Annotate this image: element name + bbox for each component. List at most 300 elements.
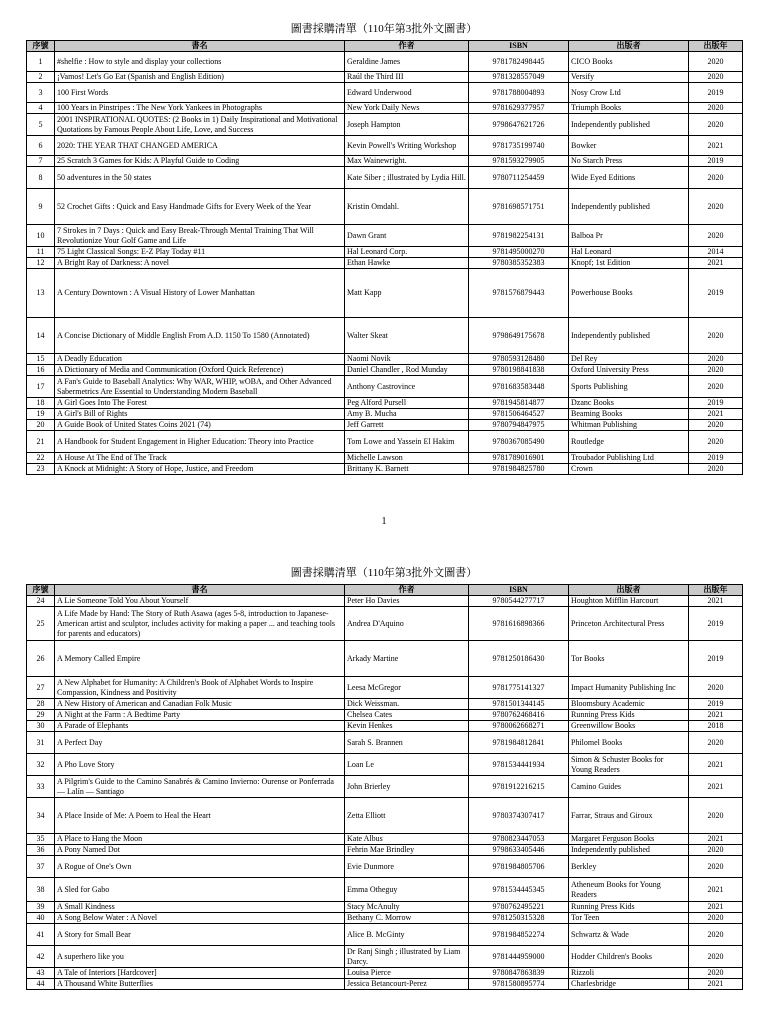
row-seq: 12	[27, 258, 55, 269]
row-title: A Handbook for Student Engagement in Higher Education: Theory into Practice	[55, 431, 345, 453]
row-isbn: 9798649175678	[469, 318, 569, 354]
row-isbn: 9781735199740	[469, 136, 569, 156]
row-isbn: 9798633405446	[469, 845, 569, 856]
row-publisher: Simon & Schuster Books for Young Readers	[569, 754, 689, 776]
row-seq: 33	[27, 776, 55, 798]
row-author: Anthony Castrovince	[345, 376, 469, 398]
row-publisher: Houghton Mifflin Harcourt	[569, 596, 689, 607]
row-author: Edward Underwood	[345, 83, 469, 103]
row-isbn: 9781506464527	[469, 409, 569, 420]
row-author: Dawn Grant	[345, 225, 469, 247]
row-isbn: 9780385352383	[469, 258, 569, 269]
row-seq: 43	[27, 968, 55, 979]
row-isbn: 9781534441934	[469, 754, 569, 776]
row-seq: 11	[27, 247, 55, 258]
row-title: A Pilgrim's Guide to the Camino Sanabrés & Camino Invierno: Ourense or Ponferrada — Lalín — Santiago	[55, 776, 345, 798]
row-isbn: 9780823447053	[469, 834, 569, 845]
row-author: Jessica Betancourt-Perez	[345, 979, 469, 990]
table-row	[27, 464, 743, 475]
row-isbn: 9781788004893	[469, 83, 569, 103]
row-isbn: 9781698571751	[469, 189, 569, 225]
row-author: Peter Ho Davies	[345, 596, 469, 607]
row-title: A Concise Dictionary of Middle English From A.D. 1150 To 1580 (Annotated)	[55, 318, 345, 354]
row-isbn: 9781495000270	[469, 247, 569, 258]
row-year: 2020	[689, 946, 743, 968]
row-title: A Thousand White Butterflies	[55, 979, 345, 990]
row-publisher: Margaret Ferguson Books	[569, 834, 689, 845]
row-seq: 39	[27, 902, 55, 913]
row-publisher: Greenwillow Books	[569, 721, 689, 732]
row-isbn: 9781775141327	[469, 677, 569, 699]
row-title: 75 Light Classical Songs: E-Z Play Today #11	[55, 247, 345, 258]
row-seq: 44	[27, 979, 55, 990]
row-publisher: Nosy Crow Ltd	[569, 83, 689, 103]
row-isbn: 9781945814877	[469, 398, 569, 409]
row-year: 2021	[689, 409, 743, 420]
row-year: 2020	[689, 376, 743, 398]
row-title: A Century Downtown : A Visual History of Lower Manhattan	[55, 269, 345, 318]
row-isbn: 9780062668271	[469, 721, 569, 732]
row-publisher: Independently published	[569, 189, 689, 225]
row-publisher: Triumph Books	[569, 103, 689, 114]
table-body	[27, 596, 743, 990]
row-publisher: Oxford University Press	[569, 365, 689, 376]
row-publisher: Rizzoli	[569, 968, 689, 979]
row-year: 2020	[689, 464, 743, 475]
row-author: Alice B. McGinty	[345, 924, 469, 946]
row-seq: 37	[27, 856, 55, 878]
row-author: Evie Dunmore	[345, 856, 469, 878]
row-isbn: 9781789016901	[469, 453, 569, 464]
row-publisher: Schwartz & Wade	[569, 924, 689, 946]
row-isbn: 9781984805706	[469, 856, 569, 878]
row-seq: 26	[27, 641, 55, 677]
row-seq: 22	[27, 453, 55, 464]
row-title: ¡Vamos! Let's Go Eat (Spanish and English Edition)	[55, 72, 345, 83]
row-seq: 10	[27, 225, 55, 247]
table-row	[27, 156, 743, 167]
row-isbn: 9781629377957	[469, 103, 569, 114]
row-title: A Tale of Interiors [Hardcover]	[55, 968, 345, 979]
row-year: 2014	[689, 247, 743, 258]
row-publisher: Philomel Books	[569, 732, 689, 754]
row-title: A Memory Called Empire	[55, 641, 345, 677]
row-isbn: 9780762468416	[469, 710, 569, 721]
row-publisher: Crown	[569, 464, 689, 475]
row-author: Daniel Chandler , Rod Munday	[345, 365, 469, 376]
row-publisher: Wide Eyed Editions	[569, 167, 689, 189]
row-publisher: Balboa Pr	[569, 225, 689, 247]
row-isbn: 9781250315328	[469, 913, 569, 924]
row-isbn: 9781501344145	[469, 699, 569, 710]
row-publisher: Farrar, Straus and Giroux	[569, 798, 689, 834]
purchase-list-table	[26, 584, 743, 990]
table-row	[27, 318, 743, 354]
header-seq: 序號	[27, 585, 55, 596]
row-year: 2021	[689, 776, 743, 798]
table-row	[27, 365, 743, 376]
row-year: 2020	[689, 103, 743, 114]
header-seq: 序號	[27, 41, 55, 52]
row-title: 2001 INSPIRATIONAL QUOTES: (2 Books in 1) Daily Inspirational and Motivational Quotations by Famous People About Life, Love, and Success	[55, 114, 345, 136]
row-title: 2020: THE YEAR THAT CHANGED AMERICA	[55, 136, 345, 156]
row-publisher: Running Press Kids	[569, 710, 689, 721]
row-seq: 2	[27, 72, 55, 83]
row-title: A Deadly Education	[55, 354, 345, 365]
row-publisher: Troubador Publishing Ltd	[569, 453, 689, 464]
row-publisher: Independently published	[569, 114, 689, 136]
row-author: Max Wainewright.	[345, 156, 469, 167]
header-title: 書名	[55, 41, 345, 52]
row-year: 2020	[689, 420, 743, 431]
row-year: 2019	[689, 641, 743, 677]
table-row	[27, 641, 743, 677]
row-title: A Perfect Day	[55, 732, 345, 754]
row-year: 2020	[689, 318, 743, 354]
row-publisher: CICO Books	[569, 52, 689, 72]
row-isbn: 9781250186430	[469, 641, 569, 677]
table-row	[27, 83, 743, 103]
row-year: 2020	[689, 913, 743, 924]
row-isbn: 9780367085490	[469, 431, 569, 453]
row-publisher: Running Press Kids	[569, 902, 689, 913]
table-row	[27, 946, 743, 968]
row-isbn: 9781534445345	[469, 878, 569, 902]
table-row	[27, 398, 743, 409]
row-title: 7 Strokes in 7 Days : Quick and Easy Break-Through Mental Training That Will Revolutionize Your Golf Game and Life	[55, 225, 345, 247]
row-author: Tom Lowe and Yassein El Hakim	[345, 431, 469, 453]
row-isbn: 9781616898366	[469, 607, 569, 641]
table-row	[27, 420, 743, 431]
table-row	[27, 607, 743, 641]
row-year: 2020	[689, 856, 743, 878]
row-author: Stacy McAnulty	[345, 902, 469, 913]
table-row	[27, 376, 743, 398]
table-row	[27, 856, 743, 878]
table-row	[27, 431, 743, 453]
row-isbn: 9781782498445	[469, 52, 569, 72]
table-row	[27, 247, 743, 258]
row-seq: 21	[27, 431, 55, 453]
row-year: 2020	[689, 365, 743, 376]
row-title: A superhero like you	[55, 946, 345, 968]
row-isbn: 9780711254459	[469, 167, 569, 189]
row-publisher: Whitman Publishing	[569, 420, 689, 431]
row-seq: 16	[27, 365, 55, 376]
table-row	[27, 776, 743, 798]
table-row	[27, 136, 743, 156]
row-author: Ethan Hawke	[345, 258, 469, 269]
row-isbn: 9781593279905	[469, 156, 569, 167]
row-year: 2021	[689, 834, 743, 845]
row-author: Peg Alford Pursell	[345, 398, 469, 409]
page-number: 1	[381, 516, 387, 527]
table-row	[27, 52, 743, 72]
table-row	[27, 732, 743, 754]
row-seq: 6	[27, 136, 55, 156]
row-isbn: 9781984852274	[469, 924, 569, 946]
row-year: 2021	[689, 710, 743, 721]
row-publisher: Bloomsbury Academic	[569, 699, 689, 710]
row-title: 100 First Words	[55, 83, 345, 103]
row-publisher: Tor Teen	[569, 913, 689, 924]
row-author: Michelle Lawson	[345, 453, 469, 464]
row-year: 2020	[689, 72, 743, 83]
row-title: A Lie Someone Told You About Yourself	[55, 596, 345, 607]
row-author: Bethany C. Morrow	[345, 913, 469, 924]
table-row	[27, 834, 743, 845]
row-year: 2021	[689, 754, 743, 776]
row-author: Chelsea Cates	[345, 710, 469, 721]
header-isbn: ISBN	[469, 585, 569, 596]
row-isbn: 9781984825780	[469, 464, 569, 475]
row-title: A Girl's Bill of Rights	[55, 409, 345, 420]
row-year: 2019	[689, 156, 743, 167]
table-row	[27, 721, 743, 732]
row-isbn: 9781576879443	[469, 269, 569, 318]
row-isbn: 9780374307417	[469, 798, 569, 834]
row-author: Arkady Martine	[345, 641, 469, 677]
row-author: Joseph Hampton	[345, 114, 469, 136]
row-year: 2020	[689, 798, 743, 834]
row-year: 2020	[689, 924, 743, 946]
row-isbn: 9780794847975	[469, 420, 569, 431]
table-row	[27, 225, 743, 247]
table-header-row	[27, 585, 743, 596]
row-publisher: Tor Books	[569, 641, 689, 677]
row-seq: 32	[27, 754, 55, 776]
row-title: A Song Below Water : A Novel	[55, 913, 345, 924]
row-title: #shelfie : How to style and display your collections	[55, 52, 345, 72]
row-title: 100 Years in Pinstripes : The New York Yankees in Photographs	[55, 103, 345, 114]
row-title: A Bright Ray of Darkness: A novel	[55, 258, 345, 269]
table-row	[27, 103, 743, 114]
row-publisher: Hal Leonard	[569, 247, 689, 258]
row-author: Kevin Henkes	[345, 721, 469, 732]
row-title: A New Alphabet for Humanity: A Children's Book of Alphabet Words to Inspire Compassion, Kindness and Positivity	[55, 677, 345, 699]
row-seq: 7	[27, 156, 55, 167]
table-row	[27, 677, 743, 699]
row-seq: 8	[27, 167, 55, 189]
table-row	[27, 409, 743, 420]
row-publisher: No Starch Press	[569, 156, 689, 167]
row-year: 2019	[689, 269, 743, 318]
row-author: Zetta Elliott	[345, 798, 469, 834]
row-author: Loan Le	[345, 754, 469, 776]
row-year: 2020	[689, 732, 743, 754]
table-row	[27, 453, 743, 464]
row-publisher: Powerhouse Books	[569, 269, 689, 318]
row-year: 2020	[689, 845, 743, 856]
row-isbn: 9781444959000	[469, 946, 569, 968]
row-title: A Sled for Gabo	[55, 878, 345, 902]
row-isbn: 9798647621726	[469, 114, 569, 136]
row-author: Hal Leonard Corp.	[345, 247, 469, 258]
table-body	[27, 52, 743, 475]
row-author: Sarah S. Brannen	[345, 732, 469, 754]
row-seq: 30	[27, 721, 55, 732]
row-publisher: Beaming Books	[569, 409, 689, 420]
row-author: Geraldine James	[345, 52, 469, 72]
row-author: Dr Ranj Singh ; illustrated by Liam Darcy.	[345, 946, 469, 968]
row-seq: 38	[27, 878, 55, 902]
row-year: 2019	[689, 83, 743, 103]
row-isbn: 9781683583448	[469, 376, 569, 398]
row-year: 2020	[689, 189, 743, 225]
row-seq: 4	[27, 103, 55, 114]
row-isbn: 9781580895774	[469, 979, 569, 990]
row-year: 2019	[689, 453, 743, 464]
row-title: A Girl Goes Into The Forest	[55, 398, 345, 409]
row-title: A Guide Book of United States Coins 2021 (74)	[55, 420, 345, 431]
page-title: 圖書採購清單（110年第3批外文圖書）	[290, 23, 478, 35]
row-seq: 3	[27, 83, 55, 103]
row-publisher: Knopf; 1st Edition	[569, 258, 689, 269]
row-title: A Place to Hang the Moon	[55, 834, 345, 845]
row-year: 2020	[689, 52, 743, 72]
row-publisher: Del Rey	[569, 354, 689, 365]
row-seq: 17	[27, 376, 55, 398]
row-title: A Knock at Midnight: A Story of Hope, Justice, and Freedom	[55, 464, 345, 475]
row-publisher: Versify	[569, 72, 689, 83]
row-title: A Fan's Guide to Baseball Analytics: Why WAR, WHIP, wOBA, and Other Advanced Sabermetrics Are Essential to Understanding Modern Baseball	[55, 376, 345, 398]
row-seq: 42	[27, 946, 55, 968]
row-seq: 36	[27, 845, 55, 856]
row-seq: 31	[27, 732, 55, 754]
page-title: 圖書採購清單（110年第3批外文圖書）	[290, 567, 478, 579]
row-author: New York Daily News	[345, 103, 469, 114]
row-publisher: Independently published	[569, 845, 689, 856]
row-title: A Night at the Farm : A Bedtime Party	[55, 710, 345, 721]
table-row	[27, 167, 743, 189]
table-row	[27, 878, 743, 902]
row-year: 2021	[689, 878, 743, 902]
row-publisher: Berkley	[569, 856, 689, 878]
row-author: Walter Skeat	[345, 318, 469, 354]
table-row	[27, 699, 743, 710]
table-row	[27, 72, 743, 83]
table-row	[27, 754, 743, 776]
row-author: Raúl the Third III	[345, 72, 469, 83]
row-isbn: 9781982254131	[469, 225, 569, 247]
row-author: Kate Siber ; illustrated by Lydia Hill.	[345, 167, 469, 189]
row-title: A Pho Love Story	[55, 754, 345, 776]
header-author: 作者	[345, 585, 469, 596]
row-publisher: Princeton Architectural Press	[569, 607, 689, 641]
row-author: Louisa Pierce	[345, 968, 469, 979]
row-author: Dick Weissman.	[345, 699, 469, 710]
row-publisher: Hodder Children's Books	[569, 946, 689, 968]
row-title: 25 Scratch 3 Games for Kids: A Playful Guide to Coding	[55, 156, 345, 167]
row-title: A Rogue of One's Own	[55, 856, 345, 878]
row-publisher: Charlesbridge	[569, 979, 689, 990]
row-isbn: 9780847863839	[469, 968, 569, 979]
row-seq: 23	[27, 464, 55, 475]
row-publisher: Independently published	[569, 318, 689, 354]
row-title: A Place Inside of Me: A Poem to Heal the Heart	[55, 798, 345, 834]
table-header-row	[27, 41, 743, 52]
row-publisher: Impact Humanity Publishing Inc	[569, 677, 689, 699]
row-seq: 18	[27, 398, 55, 409]
row-author: Leesa McGregor	[345, 677, 469, 699]
header-isbn: ISBN	[469, 41, 569, 52]
row-seq: 27	[27, 677, 55, 699]
row-author: Kevin Powell's Writing Workshop	[345, 136, 469, 156]
row-title: A Pony Named Dot	[55, 845, 345, 856]
row-title: A Small Kindness	[55, 902, 345, 913]
row-year: 2019	[689, 699, 743, 710]
table-row	[27, 924, 743, 946]
row-year: 2020	[689, 677, 743, 699]
row-publisher: Routledge	[569, 431, 689, 453]
table-row	[27, 258, 743, 269]
row-title: A Parade of Elephants	[55, 721, 345, 732]
table-row	[27, 189, 743, 225]
row-seq: 20	[27, 420, 55, 431]
row-year: 2021	[689, 596, 743, 607]
row-title: A Dictionary of Media and Communication (Oxford Quick Reference)	[55, 365, 345, 376]
header-title: 書名	[55, 585, 345, 596]
row-seq: 15	[27, 354, 55, 365]
row-year: 2021	[689, 258, 743, 269]
row-author: Naomi Novik	[345, 354, 469, 365]
header-publisher: 出版者	[569, 585, 689, 596]
row-year: 2021	[689, 979, 743, 990]
header-author: 作者	[345, 41, 469, 52]
row-seq: 28	[27, 699, 55, 710]
table-row	[27, 798, 743, 834]
table-row	[27, 902, 743, 913]
row-isbn: 9780593128480	[469, 354, 569, 365]
row-title: A House At The End of The Track	[55, 453, 345, 464]
row-title: A New History of American and Canadian Folk Music	[55, 699, 345, 710]
row-author: Kate Albus	[345, 834, 469, 845]
header-year: 出版年	[689, 585, 743, 596]
row-isbn: 9781912216215	[469, 776, 569, 798]
row-year: 2020	[689, 431, 743, 453]
row-year: 2020	[689, 354, 743, 365]
table-row	[27, 913, 743, 924]
table-row	[27, 979, 743, 990]
row-author: Amy B. Mucha	[345, 409, 469, 420]
row-seq: 25	[27, 607, 55, 641]
table-row	[27, 114, 743, 136]
row-isbn: 9780762495221	[469, 902, 569, 913]
row-title: A Life Made by Hand: The Story of Ruth Asawa (ages 5-8, introduction to Japanese-American artist and sculptor, includes activity for making a paper ... and teaching tools for parents and educators)	[55, 607, 345, 641]
row-seq: 34	[27, 798, 55, 834]
row-author: Brittany K. Barnett	[345, 464, 469, 475]
header-year: 出版年	[689, 41, 743, 52]
row-year: 2020	[689, 225, 743, 247]
table-row	[27, 845, 743, 856]
row-seq: 24	[27, 596, 55, 607]
purchase-list-table	[26, 40, 743, 475]
table-row	[27, 968, 743, 979]
row-year: 2019	[689, 607, 743, 641]
row-year: 2020	[689, 968, 743, 979]
row-publisher: Sports Publishing	[569, 376, 689, 398]
row-isbn: 9780198841838	[469, 365, 569, 376]
row-isbn: 9781984812841	[469, 732, 569, 754]
row-year: 2021	[689, 902, 743, 913]
row-author: Emma Otheguy	[345, 878, 469, 902]
row-author: Kristin Omdahl.	[345, 189, 469, 225]
row-seq: 41	[27, 924, 55, 946]
row-year: 2019	[689, 398, 743, 409]
row-year: 2021	[689, 136, 743, 156]
row-title: 52 Crochet Gifts : Quick and Easy Handmade Gifts for Every Week of the Year	[55, 189, 345, 225]
row-title: A Story for Small Bear	[55, 924, 345, 946]
